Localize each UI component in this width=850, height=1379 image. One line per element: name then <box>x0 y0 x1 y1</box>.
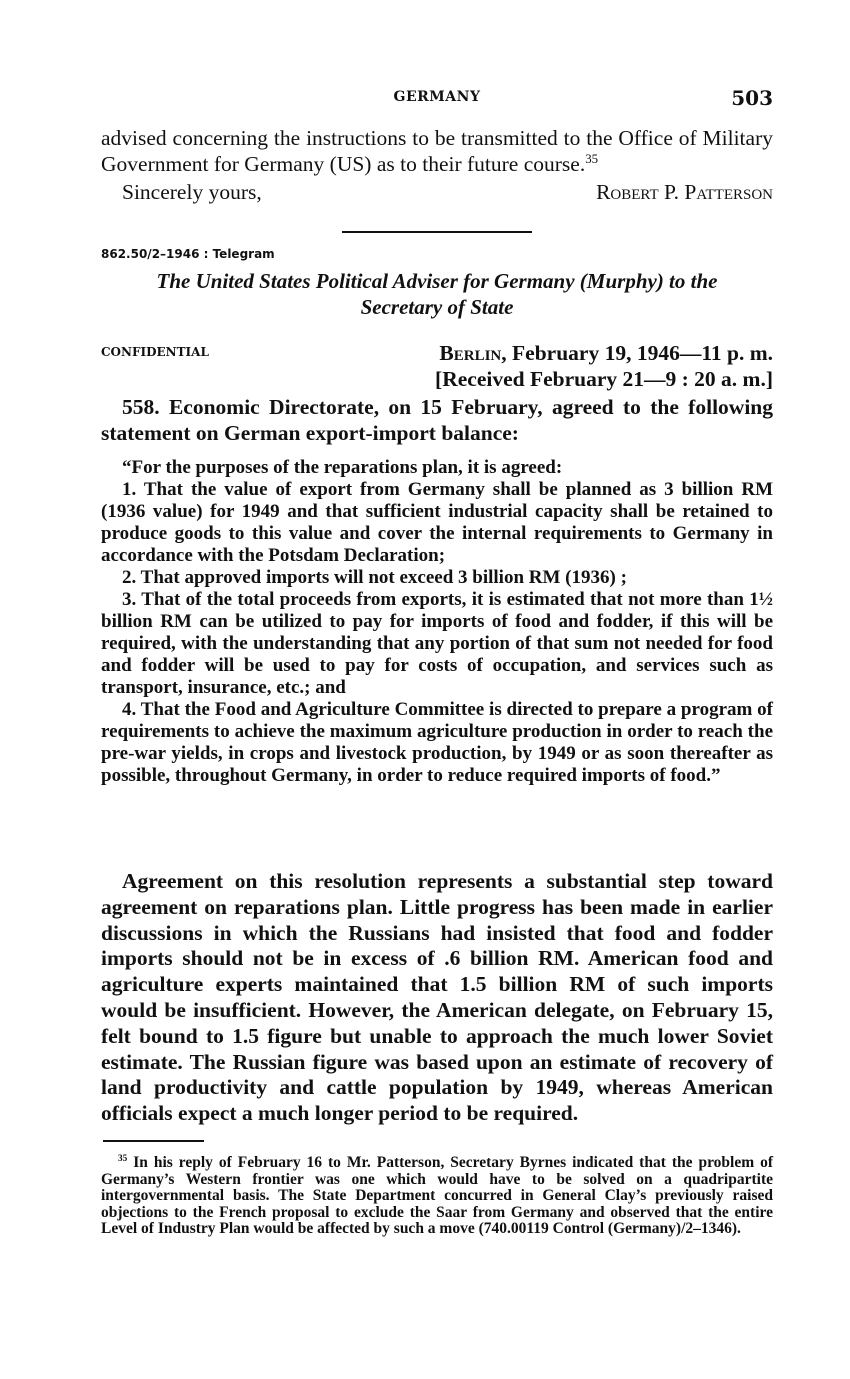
quote-item-3: 3. That of the total proceeds from exports, it is estimated that not more than 1½ billion RM can be utilized to pay for imports of food and fodder, if this will be required, with the understanding that any portion of that sum not needed for food and fodder will be used to pay for costs of occupation, and services such as transport, insurance, etc.; and <box>101 589 773 698</box>
heading-line-1: The United States Political Adviser for Germany (Murphy) to the <box>156 269 718 293</box>
complimentary-close: Sincerely yours, <box>122 180 262 204</box>
dateline <box>435 340 773 392</box>
signer-name: Robert P. Patterson <box>596 180 773 204</box>
heading-line-2: Secretary of State <box>360 295 514 319</box>
footnote <box>101 1155 773 1238</box>
quote-item-2: 2. That approved imports will not exceed 3 billion RM (1936) ; <box>122 567 627 588</box>
footnote-text: In his reply of February 16 to Mr. Patterson, Secretary Byrnes indicated that the problem of Germany’s Western frontier was one which would have to be solved on a quadripartite intergovernmental basis. The State Department concurred in General Clay’s previously raised objections to the French proposal to exclude the Saar from Germany and observed that the entire Level of Industry Plan would be affected by such a move (740.00119 Control (Germany)/2–1346). <box>101 1154 773 1237</box>
page-number: 503 <box>731 86 773 110</box>
dateline-place: Berlin <box>439 341 502 365</box>
dateline-date: , February 19, 1946—11 p. m. <box>501 341 773 365</box>
section-divider <box>342 231 532 233</box>
letter-closing-text: advised concerning the instructions to be transmitted to the Office of Military Government for Germany (US) as to their future course. <box>101 126 773 176</box>
footnote-rule <box>103 1140 204 1142</box>
quote-item-4: 4. That the Food and Agriculture Committee is directed to prepare a program of requirements to achieve the maximum agriculture production in order to reach the pre-war yields, in crops and livestock production, by 1949 or as soon thereafter as possible, throughout Germany, in order to reduce required imports of food.” <box>101 699 773 786</box>
running-header <box>101 86 773 110</box>
signature-line <box>101 180 773 206</box>
quote-intro: “For the purposes of the reparations plan, it is agreed: <box>122 457 563 478</box>
agreement-paragraph: Agreement on this resolution represents a substantial step toward agreement on reparations plan. Little progress has been made in earlier discussions in which the Russians had insisted that food and fodder imports should not be in excess of .6 billion RM. American food and agriculture experts maintained that 1.5 billion RM of such imports would be insufficient. However, the American delegate, on February 15, felt bound to 1.5 figure but unable to approach the much lower Soviet estimate. The Russian figure was based upon an estimate of recovery of land productivity and cattle population by 1949, whereas American officials expect a much longer period to be required. <box>101 869 773 1126</box>
quote-item-1: 1. That the value of export from Germany shall be planned as 3 billion RM (1936 value) for 1949 and that sufficient industrial capacity shall be retained to produce goods to this value and cover the internal requirements to Germany in accordance with the Potsdam Declaration; <box>101 479 773 566</box>
footnote-marker: 35 <box>118 1153 128 1164</box>
dateline-received: [Received February 21—9 : 20 a. m.] <box>435 367 773 391</box>
running-title: GERMANY <box>393 89 481 105</box>
dateline-sent <box>435 340 773 366</box>
file-reference: 862.50/2–1946 : Telegram <box>101 247 275 261</box>
classification-label: CONFIDENTIAL <box>101 345 209 359</box>
footnote-reference: 35 <box>585 151 599 166</box>
quoted-statement <box>101 457 773 787</box>
document-heading <box>101 268 773 320</box>
letter-closing-paragraph <box>101 126 773 177</box>
telegram-opening-paragraph: 558. Economic Directorate, on 15 February, agreed to the following statement on German export-import balance: <box>101 395 773 445</box>
